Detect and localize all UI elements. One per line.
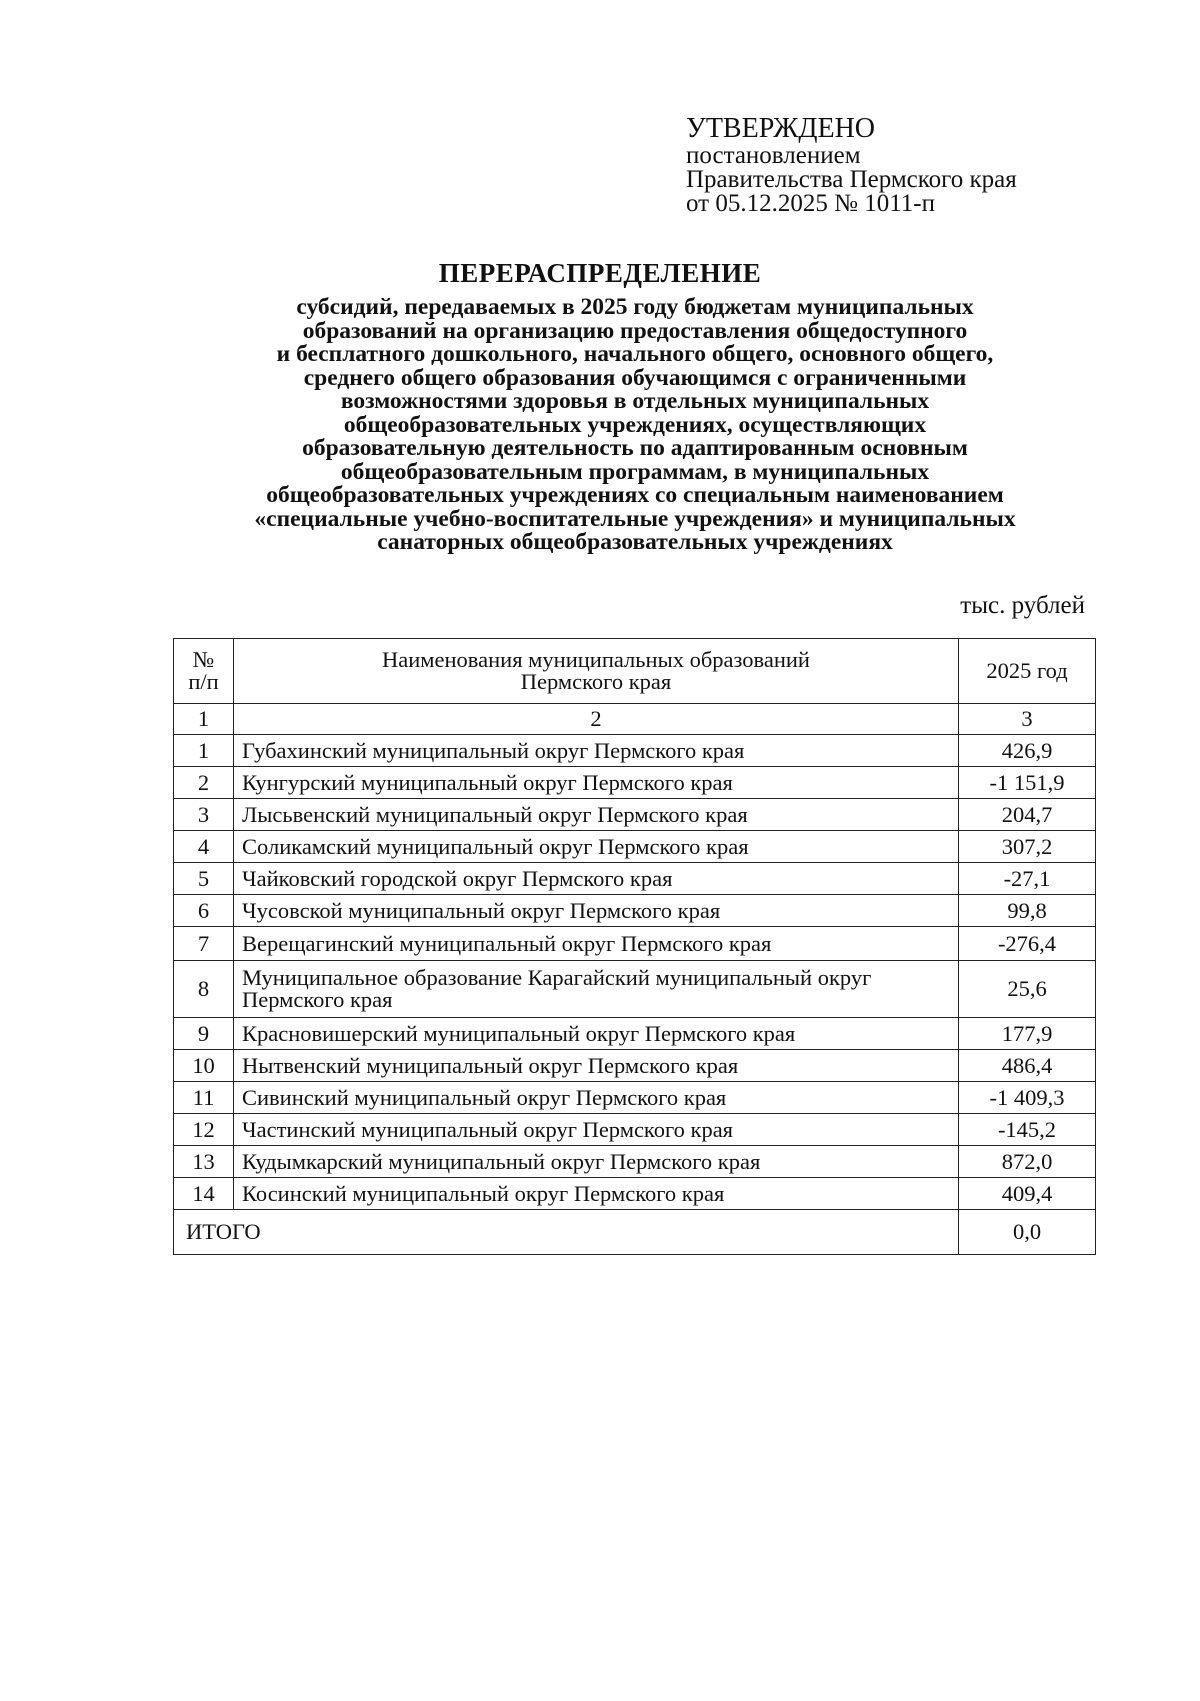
document-title: ПЕРЕРАСПРЕДЕЛЕНИЕ bbox=[438, 258, 762, 288]
header-number-sign: № bbox=[192, 647, 215, 672]
row-number: 14 bbox=[174, 1178, 234, 1210]
header-name bbox=[234, 639, 959, 704]
row-name: Соликамский муниципальный округ Пермского края bbox=[234, 831, 959, 863]
column-number: 2 bbox=[234, 704, 959, 735]
table-row bbox=[174, 927, 1096, 961]
row-value: 204,7 bbox=[959, 799, 1096, 831]
table-row bbox=[174, 1114, 1096, 1146]
row-value: 872,0 bbox=[959, 1146, 1096, 1178]
approval-line: Правительства Пермского края bbox=[686, 166, 1017, 193]
row-number: 6 bbox=[174, 895, 234, 927]
subtitle-line: субсидий, передаваемых в 2025 году бюджетам муниципальных bbox=[296, 294, 974, 320]
row-number: 11 bbox=[174, 1082, 234, 1114]
row-value: -1 409,3 bbox=[959, 1082, 1096, 1114]
column-number-row bbox=[174, 704, 1096, 735]
table-row bbox=[174, 1178, 1096, 1210]
row-value: 307,2 bbox=[959, 831, 1096, 863]
table-row bbox=[174, 1018, 1096, 1050]
total-row bbox=[174, 1210, 1096, 1255]
table-row bbox=[174, 1050, 1096, 1082]
row-number: 9 bbox=[174, 1018, 234, 1050]
header-number-abbr: п/п bbox=[188, 669, 219, 694]
table-row bbox=[174, 863, 1096, 895]
row-value: 99,8 bbox=[959, 895, 1096, 927]
table-header-row bbox=[174, 639, 1096, 704]
table-row bbox=[174, 831, 1096, 863]
header-name-line: Пермского края bbox=[520, 669, 672, 694]
row-value: -145,2 bbox=[959, 1114, 1096, 1146]
subtitle-line: образований на организацию предоставления общедоступного bbox=[302, 317, 968, 344]
column-number: 1 bbox=[174, 704, 234, 735]
units-label: тыс. рублей bbox=[960, 592, 1085, 619]
row-number: 5 bbox=[174, 863, 234, 895]
approval-date-number: от 05.12.2025 № 1011-п bbox=[686, 190, 935, 217]
row-number: 12 bbox=[174, 1114, 234, 1146]
row-name: Лысьвенский муниципальный округ Пермского края bbox=[234, 799, 959, 831]
row-name: Косинский муниципальный округ Пермского края bbox=[234, 1178, 959, 1210]
table-row bbox=[174, 767, 1096, 799]
header-name-line: Наименования муниципальных образований bbox=[382, 647, 810, 672]
row-name: Кунгурский муниципальный округ Пермского края bbox=[234, 767, 959, 799]
table-row bbox=[174, 895, 1096, 927]
approval-line: постановлением bbox=[686, 142, 861, 169]
subtitle-line: возможностями здоровья в отдельных муниципальных bbox=[340, 388, 930, 414]
row-value: -1 151,9 bbox=[959, 767, 1096, 799]
row-value: 409,4 bbox=[959, 1178, 1096, 1210]
approval-heading: УТВЕРЖДЕНО bbox=[686, 113, 876, 144]
row-name: Сивинский муниципальный округ Пермского края bbox=[234, 1082, 959, 1114]
row-name: Чусовской муниципальный округ Пермского края bbox=[234, 895, 959, 927]
document-subtitle bbox=[160, 296, 1110, 555]
row-name-line: Муниципальное образование Карагайский муниципальный округ bbox=[242, 965, 872, 990]
table-row bbox=[174, 1146, 1096, 1178]
row-name: Нытвенский муниципальный округ Пермского края bbox=[234, 1050, 959, 1082]
total-label: ИТОГО bbox=[174, 1210, 959, 1255]
row-number: 10 bbox=[174, 1050, 234, 1082]
header-year: 2025 год bbox=[959, 639, 1096, 704]
row-number: 3 bbox=[174, 799, 234, 831]
approval-stamp bbox=[686, 114, 1116, 216]
row-name: Частинский муниципальный округ Пермского края bbox=[234, 1114, 959, 1146]
total-value: 0,0 bbox=[959, 1210, 1096, 1255]
row-number: 1 bbox=[174, 735, 234, 767]
row-name bbox=[234, 961, 959, 1018]
subtitle-line: образовательную деятельность по адаптированным основным bbox=[302, 435, 968, 461]
subsidy-table bbox=[173, 638, 1096, 1255]
row-number: 2 bbox=[174, 767, 234, 799]
row-name: Чайковский городской округ Пермского края bbox=[234, 863, 959, 895]
row-name: Верещагинский муниципальный округ Пермского края bbox=[234, 927, 959, 961]
subtitle-line: общеобразовательных учреждениях, осуществляющих bbox=[343, 411, 927, 438]
row-value: 177,9 bbox=[959, 1018, 1096, 1050]
row-name-line: Пермского края bbox=[242, 987, 393, 1012]
row-value: 486,4 bbox=[959, 1050, 1096, 1082]
column-number: 3 bbox=[959, 704, 1096, 735]
header-number bbox=[174, 639, 234, 704]
row-name: Губахинский муниципальный округ Пермского края bbox=[234, 735, 959, 767]
row-value: -276,4 bbox=[959, 927, 1096, 961]
subtitle-line: общеобразовательным программам, в муниципальных bbox=[340, 458, 930, 485]
table-row bbox=[174, 961, 1096, 1018]
row-name: Кудымкарский муниципальный округ Пермского края bbox=[234, 1146, 959, 1178]
subtitle-line: санаторных общеобразовательных учреждениях bbox=[377, 529, 893, 555]
subtitle-line: и бесплатного дошкольного, начального общего, основного общего, bbox=[276, 341, 994, 367]
row-number: 7 bbox=[174, 927, 234, 961]
row-number: 13 bbox=[174, 1146, 234, 1178]
subtitle-line: общеобразовательных учреждениях со специальным наименованием bbox=[266, 482, 1004, 508]
table-row bbox=[174, 1082, 1096, 1114]
row-value: 426,9 bbox=[959, 735, 1096, 767]
table-row bbox=[174, 735, 1096, 767]
table-row bbox=[174, 799, 1096, 831]
row-number: 8 bbox=[174, 961, 234, 1018]
row-number: 4 bbox=[174, 831, 234, 863]
row-value: 25,6 bbox=[959, 961, 1096, 1018]
subtitle-line: среднего общего образования обучающимся с ограниченными bbox=[303, 364, 967, 391]
row-value: -27,1 bbox=[959, 863, 1096, 895]
row-name: Красновишерский муниципальный округ Пермского края bbox=[234, 1018, 959, 1050]
subtitle-line: «специальные учебно-воспитательные учреждения» и муниципальных bbox=[254, 505, 1016, 532]
